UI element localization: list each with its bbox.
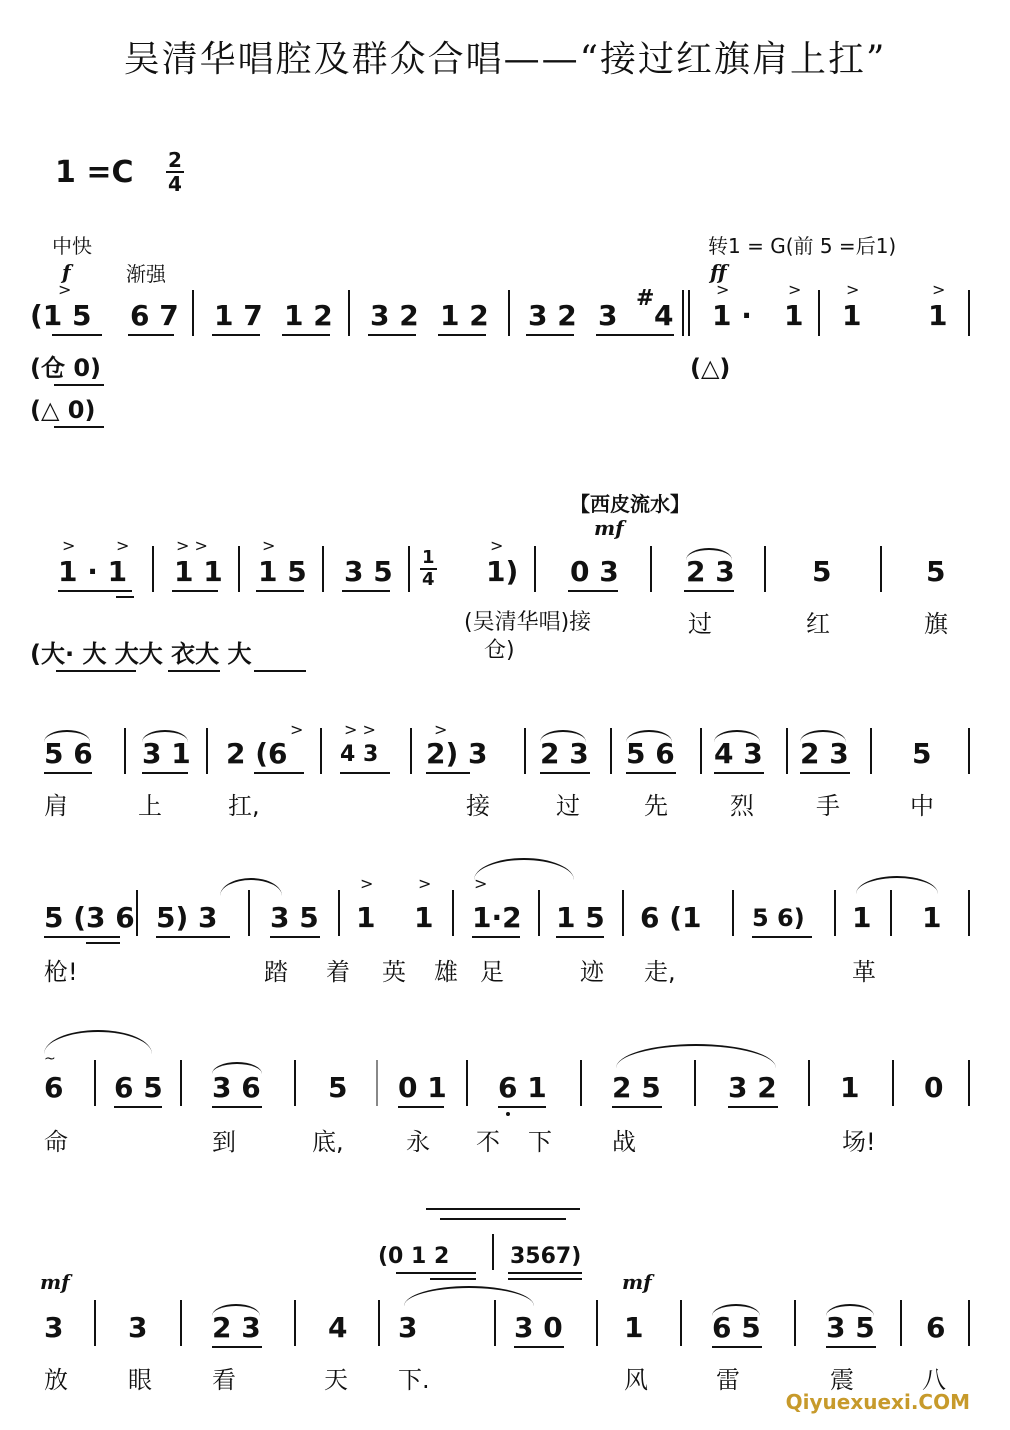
note-group: 1) (486, 555, 519, 588)
underline (540, 772, 590, 774)
note-group: 5 (3 6 (44, 901, 135, 934)
underline (128, 334, 174, 336)
slur (800, 730, 846, 742)
underline (712, 1346, 762, 1348)
slur (714, 730, 760, 742)
lyric: 先 (644, 792, 668, 820)
note-group: 1 (852, 901, 872, 934)
note-group: 3 (44, 1311, 64, 1344)
lyric: 雷 (716, 1366, 740, 1394)
accent-mark: > (434, 720, 448, 739)
accent-mark: > > (344, 720, 376, 739)
lyric: 枪! (44, 958, 78, 986)
dynamic-mf: mf (594, 516, 624, 540)
bar-line (94, 1300, 96, 1346)
note-group: 6 5 (114, 1071, 163, 1104)
note-group: 1 2 (440, 299, 489, 332)
note-group: 5) 3 (156, 901, 218, 934)
note-group: 4 3 (340, 742, 379, 767)
note-group: 2 3 (212, 1311, 261, 1344)
underline (340, 772, 390, 774)
bar-line (968, 1300, 970, 1346)
lyric: 红 (806, 610, 830, 638)
slur (404, 1286, 534, 1306)
bar-line (538, 890, 540, 936)
slur (474, 858, 574, 880)
note-group: 5 6 (44, 737, 93, 770)
note-group: 1 (356, 901, 376, 934)
underline (58, 590, 132, 592)
underline (728, 1106, 778, 1108)
slur (616, 1044, 776, 1068)
underline (86, 942, 120, 944)
bar-line (764, 546, 766, 592)
lyric: 扛, (228, 792, 260, 820)
dynamic-mf: mf (40, 1270, 70, 1294)
bar-line (596, 1300, 598, 1346)
underline (612, 1106, 662, 1108)
bar-line (890, 890, 892, 936)
note-group: 3 1 (142, 737, 191, 770)
bar-line (294, 1300, 296, 1346)
bar-line (338, 890, 340, 936)
underline (508, 1272, 582, 1274)
dynamic-f: f (62, 260, 71, 284)
note-group: 6 (926, 1311, 946, 1344)
note-group: 1 (414, 901, 434, 934)
underline (556, 936, 604, 938)
slur (212, 1304, 260, 1316)
underline (212, 1346, 262, 1348)
time-signature-change (420, 549, 437, 589)
lyric: 八 (922, 1366, 946, 1394)
lyric: 震 (830, 1366, 854, 1394)
bar-line (968, 290, 970, 336)
note-group: 5 (812, 555, 832, 588)
trill-mark: ~ (44, 1051, 56, 1067)
note-group: 5 6) (752, 904, 805, 932)
note-group: 4 3 (714, 737, 763, 770)
tempo-marking: 中快 (52, 234, 92, 258)
note-group: 6 (44, 1071, 64, 1104)
lyric: 英 (382, 958, 406, 986)
lyric: 看 (212, 1366, 236, 1394)
underline (398, 1106, 444, 1108)
slur (44, 730, 90, 742)
lyric: 雄 (434, 958, 458, 986)
bar-line (466, 1060, 468, 1106)
accent-mark: > (716, 280, 730, 299)
lyric: 踏 (264, 958, 288, 986)
bar-line (320, 728, 322, 774)
instrumental-notes: 3567) (510, 1244, 582, 1269)
bar-line (968, 890, 970, 936)
note-group: 0 3 (570, 555, 619, 588)
underline (430, 1278, 476, 1280)
note-group: 3 0 (514, 1311, 563, 1344)
bar-line (348, 290, 350, 336)
bar-line (700, 728, 702, 774)
section-label: 【西皮流水】 (570, 492, 690, 516)
underline (508, 1278, 582, 1280)
slur (142, 730, 188, 742)
bar-line (238, 546, 240, 592)
note-group: 4 (654, 299, 674, 332)
note-group: 2 3 (686, 555, 735, 588)
bar-line (248, 890, 250, 936)
instrumental-notes: (0 1 2 (378, 1244, 450, 1269)
bar-line (152, 546, 154, 592)
underline (254, 670, 306, 672)
note-group: 6 (1 (640, 901, 702, 934)
bar-line (870, 728, 872, 774)
underline (368, 334, 416, 336)
lyric: 眼 (128, 1366, 152, 1394)
underline (396, 1272, 476, 1274)
note-group: 1 1 (174, 555, 223, 588)
note-group: 1 (922, 901, 942, 934)
note-group: 2 3 (540, 737, 589, 770)
dynamic-mf: mf (622, 1270, 652, 1294)
slur (540, 730, 586, 742)
bar-line (206, 728, 208, 774)
key-signature: 1 =C (55, 155, 134, 190)
bar-line (452, 890, 454, 936)
accent-mark: > (290, 720, 304, 739)
underline (44, 772, 92, 774)
underline (426, 772, 470, 774)
bar-line (732, 890, 734, 936)
underline (568, 590, 618, 592)
lyric: 过 (556, 792, 580, 820)
slur (212, 1062, 262, 1074)
accent-mark: > (58, 280, 72, 299)
note-group: 1 · (712, 299, 752, 332)
bar-line (650, 546, 652, 592)
percussion-line: (△) (690, 354, 731, 382)
note-group: 3 5 (270, 901, 319, 934)
note-group: 5 6 (626, 737, 675, 770)
bar-line (818, 290, 820, 336)
lyric: 放 (44, 1366, 68, 1394)
note-group: 4 (328, 1311, 348, 1344)
accent-mark: > (418, 874, 432, 893)
sharp-sign: # (636, 286, 655, 311)
accent-mark: > (62, 536, 76, 555)
lyric: 革 (852, 958, 876, 986)
bar-line (322, 546, 324, 592)
percussion-line: (大· 大 大大 衣大 大 (30, 640, 252, 668)
underline (438, 334, 486, 336)
lyric: (吴清华唱)接 (464, 610, 592, 635)
slur (686, 548, 732, 560)
crescendo-marking: 渐强 (126, 262, 166, 286)
underline (626, 772, 676, 774)
underline (52, 334, 102, 336)
note-group: 1 2 (284, 299, 333, 332)
note-group: 0 (924, 1071, 944, 1104)
lyric: 中 (910, 792, 934, 820)
note-group: 5 (912, 737, 932, 770)
note-group: 6 7 (130, 299, 179, 332)
underline (498, 1106, 546, 1108)
underline (526, 334, 574, 336)
note-group: 3 (598, 299, 618, 332)
note-group: 1·2 (472, 901, 522, 934)
accent-mark: > (360, 874, 374, 893)
bar-line (968, 1060, 970, 1106)
note-group: 3 5 (344, 555, 393, 588)
lyric: 场! (842, 1128, 876, 1156)
lyric: 战 (612, 1128, 636, 1156)
lyric: 上 (138, 792, 162, 820)
note-group: 3 6 (212, 1071, 261, 1104)
lyric: 天 (324, 1366, 348, 1394)
percussion-line: (△ 0) (30, 396, 96, 424)
bar-line (534, 546, 536, 592)
slur (826, 1304, 874, 1316)
note-group: 1 (840, 1071, 860, 1104)
bar-line (808, 1060, 810, 1106)
underline (270, 936, 320, 938)
note-group: 6 5 (712, 1311, 761, 1344)
underline (54, 426, 104, 428)
lyric: 永 (406, 1128, 430, 1156)
note-group: 1 (842, 299, 862, 332)
underline (212, 334, 260, 336)
lyric: 走, (644, 958, 676, 986)
underline (172, 590, 218, 592)
bar-line (786, 728, 788, 774)
underline (752, 936, 812, 938)
lyric: 风 (624, 1366, 648, 1394)
lyric: 手 (816, 792, 840, 820)
note-group: 3 5 (826, 1311, 875, 1344)
lyric: 不 (476, 1128, 500, 1156)
note-group: 3 (398, 1311, 418, 1344)
bar-line (880, 546, 882, 592)
bar-line (794, 1300, 796, 1346)
note-group: 1 (784, 299, 804, 332)
underline (800, 772, 850, 774)
lyric: 底, (312, 1128, 344, 1156)
bar-line (900, 1300, 902, 1346)
note-group: 3 2 (370, 299, 419, 332)
note-group: 1 5 (556, 901, 605, 934)
underline (714, 772, 764, 774)
accent-mark: > (788, 280, 802, 299)
underline (684, 590, 734, 592)
ornament-line (440, 1218, 566, 1220)
time-signature-numerator: 1 (422, 547, 435, 568)
lyric: 迹 (580, 958, 604, 986)
page-title: 吴清华唱腔及群众合唱——“接过红旗肩上扛” (123, 39, 887, 80)
lyric: 烈 (730, 792, 754, 820)
lyric: 着 (326, 958, 350, 986)
bar-line (136, 890, 138, 936)
dynamic-ff: ff (710, 260, 727, 284)
note-group: 6 1 (498, 1071, 547, 1104)
note-group: 1 · 1 (58, 555, 128, 588)
slur (626, 730, 672, 742)
note-group: 1 5 (258, 555, 307, 588)
underline (56, 670, 136, 672)
percussion-line: (仓 0) (30, 354, 101, 382)
note-group: 2) 3 (426, 737, 488, 770)
bar-line (524, 728, 526, 774)
accent-mark: > (116, 536, 130, 555)
lyric: 下 (528, 1128, 552, 1156)
underline (156, 936, 230, 938)
accent-mark: > (490, 536, 504, 555)
underline (514, 1346, 564, 1348)
bar-line (968, 728, 970, 774)
bar-line (610, 728, 612, 774)
bar-line (410, 728, 412, 774)
underline (116, 596, 134, 598)
bar-line (580, 1060, 582, 1106)
underline (44, 936, 120, 938)
percussion-line: 仓) (484, 638, 515, 663)
note-group: 5 (328, 1071, 348, 1104)
underline (114, 1106, 162, 1108)
bar-line (192, 290, 194, 336)
lyric: 下. (398, 1366, 430, 1394)
note-group: 0 1 (398, 1071, 447, 1104)
ornament-line (426, 1208, 580, 1210)
bar-line (180, 1060, 182, 1106)
slur (44, 1030, 152, 1054)
underline (254, 772, 304, 774)
accent-mark: > > (176, 536, 208, 555)
slur (712, 1304, 760, 1316)
underline (342, 590, 390, 592)
bar-line (408, 546, 410, 592)
bar-line (376, 1060, 378, 1106)
bar-line (688, 290, 690, 336)
note-group: 1 7 (214, 299, 263, 332)
note-group: 1 (928, 299, 948, 332)
underline (54, 384, 104, 386)
slur (220, 878, 282, 896)
note-group: 1 (624, 1311, 644, 1344)
note-group: 3 (128, 1311, 148, 1344)
note-group: 2 3 (800, 737, 849, 770)
bar-line (378, 1300, 380, 1346)
underline (142, 772, 188, 774)
underline (256, 590, 304, 592)
bar-line (124, 728, 126, 774)
lyric: 过 (688, 610, 712, 638)
bar-line (622, 890, 624, 936)
bar-line (294, 1060, 296, 1106)
bar-line (492, 1234, 494, 1270)
note-group: (1 5 (30, 299, 92, 332)
lyric: 肩 (44, 792, 68, 820)
note-group: 2 (6 (226, 737, 288, 770)
note-group: 2 5 (612, 1071, 661, 1104)
time-signature-denominator: 4 (168, 172, 182, 196)
accent-mark: > (474, 874, 488, 893)
bar-line (180, 1300, 182, 1346)
bar-line (680, 1300, 682, 1346)
accent-mark: > (846, 280, 860, 299)
modulation-marking: 转1 = G(前 5 =后1) (708, 234, 897, 258)
bar-line (94, 1060, 96, 1106)
lyric: 命 (44, 1128, 68, 1156)
lyric: 到 (212, 1128, 236, 1156)
lyric: 足 (480, 958, 504, 986)
note-group: 5 (926, 555, 946, 588)
accent-mark: > (262, 536, 276, 555)
bar-line (682, 290, 684, 336)
time-signature (166, 150, 184, 194)
time-signature-denominator: 4 (422, 569, 435, 590)
accent-mark: > (932, 280, 946, 299)
underline (282, 334, 330, 336)
lyric: 旗 (924, 610, 948, 638)
note-group: 3 2 (528, 299, 577, 332)
slur (856, 876, 938, 894)
time-signature-numerator: 2 (168, 148, 182, 172)
low-octave-dot (506, 1112, 510, 1116)
bar-line (494, 1300, 496, 1346)
underline (596, 334, 674, 336)
underline (826, 1346, 876, 1348)
bar-line (508, 290, 510, 336)
note-group: 3 2 (728, 1071, 777, 1104)
bar-line (834, 890, 836, 936)
bar-line (892, 1060, 894, 1106)
watermark: Qiyuexuexi.COM (785, 1390, 970, 1414)
underline (472, 936, 520, 938)
lyric: 接 (466, 792, 490, 820)
underline (212, 1106, 262, 1108)
underline (168, 670, 220, 672)
